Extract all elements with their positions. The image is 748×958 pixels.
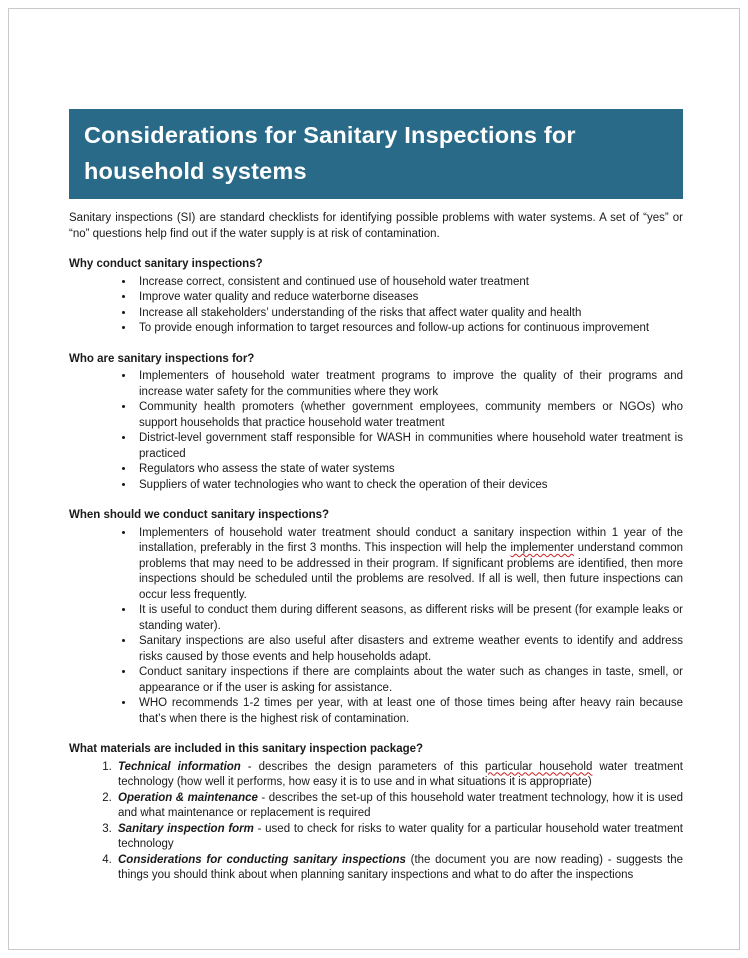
document-title-line-1: Considerations for Sanitary Inspections for [84, 122, 576, 148]
item-lead-text: Considerations for conducting sanitary inspections [118, 853, 406, 866]
list-item: • Suppliers of water technologies who want to check the operation of their devices [135, 478, 683, 494]
bullet-list [69, 526, 683, 728]
list-item [115, 822, 683, 853]
numbered-list [69, 760, 683, 884]
section-heading: When should we conduct sanitary inspections? [69, 509, 330, 521]
item-text: - describes the design parameters of this [240, 760, 486, 773]
list-item: • Regulators who assess the state of water systems [135, 462, 683, 478]
bullet-list [69, 369, 683, 493]
section-heading: Why conduct sanitary inspections? [69, 258, 263, 270]
list-item: • Increase correct, consistent and continued use of household water treatment [135, 275, 683, 291]
list-item: • WHO recommends 1-2 times per year, with at least one of those times being after heavy rain because that’s when there is the highest risk of contamination. [135, 696, 683, 727]
section-heading: What materials are included in this sanitary inspection package? [69, 743, 424, 755]
intro-paragraph: Sanitary inspections (SI) are standard checklists for identifying possible problems with water systems. A set of “yes” or “no” questions help find out if the water supply is at risk of contamination. [69, 212, 683, 240]
list-item: • Community health promoters (whether government employees, community members or NGOs) who support households that practice household water treatment [135, 400, 683, 431]
bullet-list [69, 275, 683, 337]
item-text: - describes the set-up of this household water treatment technology, how it is used and what maintenance or replacement is required [118, 791, 683, 819]
list-item: • District-level government staff responsible for WASH in communities where household water treatment is practiced [135, 431, 683, 462]
item-text: (the document you are now reading) - suggests the things you should think about when planning sanitary inspections and what to do after the inspections [118, 853, 683, 881]
list-item: • To provide enough information to target resources and follow-up actions for continuous improvement [135, 321, 683, 337]
item-text: - used to check for risks to water quality for a particular household water treatment technology [118, 822, 683, 850]
section-when [69, 508, 683, 727]
list-item [135, 526, 683, 604]
list-item [115, 760, 683, 791]
item-lead-text: Operation & maintenance [118, 791, 258, 804]
item-lead-text: Technical information [118, 760, 241, 773]
list-item: • Increase all stakeholders’ understanding of the risks that affect water quality and health [135, 306, 683, 322]
item-text: water treatment technology (how well it performs, how easy it is to use and in what situations it is appropriate) [118, 760, 683, 788]
list-item [115, 853, 683, 884]
list-item: • Improve water quality and reduce waterborne diseases [135, 290, 683, 306]
section-materials [69, 742, 683, 884]
document-title-line-2: household systems [84, 158, 307, 184]
list-item: • Sanitary inspections are also useful after disasters and extreme weather events to identify and address risks caused by those events and help households adapt. [135, 634, 683, 665]
document-page [8, 8, 740, 950]
list-item: • Implementers of household water treatment programs to improve the quality of their programs and increase water safety for the communities where they work [135, 369, 683, 400]
title-banner [69, 109, 683, 199]
list-item [115, 791, 683, 822]
spellcheck-flagged-text: implementer [510, 542, 574, 554]
list-item-text: understand common problems that may need to be addressed in their program. If significant problems are identified, then more inspections should be scheduled until the problems are resolved. If all is well, then future inspections can occur less frequently. [139, 542, 683, 601]
section-who [69, 352, 683, 494]
list-item-text: Implementers of household water treatment should conduct a sanitary inspection within 1 year of the installation, preferably in the first 3 months. This inspection will help the [139, 526, 683, 554]
spellcheck-flagged-text: particular household [485, 760, 593, 773]
list-item: • Conduct sanitary inspections if there are complaints about the water such as changes in taste, smell, or appearance or if the user is asking for assistance. [135, 665, 683, 696]
item-lead-text: Sanitary inspection form [118, 822, 254, 835]
section-why [69, 257, 683, 337]
list-item: • It is useful to conduct them during different seasons, as different risks will be present (for example leaks or standing water). [135, 603, 683, 634]
section-heading: Who are sanitary inspections for? [69, 352, 255, 365]
